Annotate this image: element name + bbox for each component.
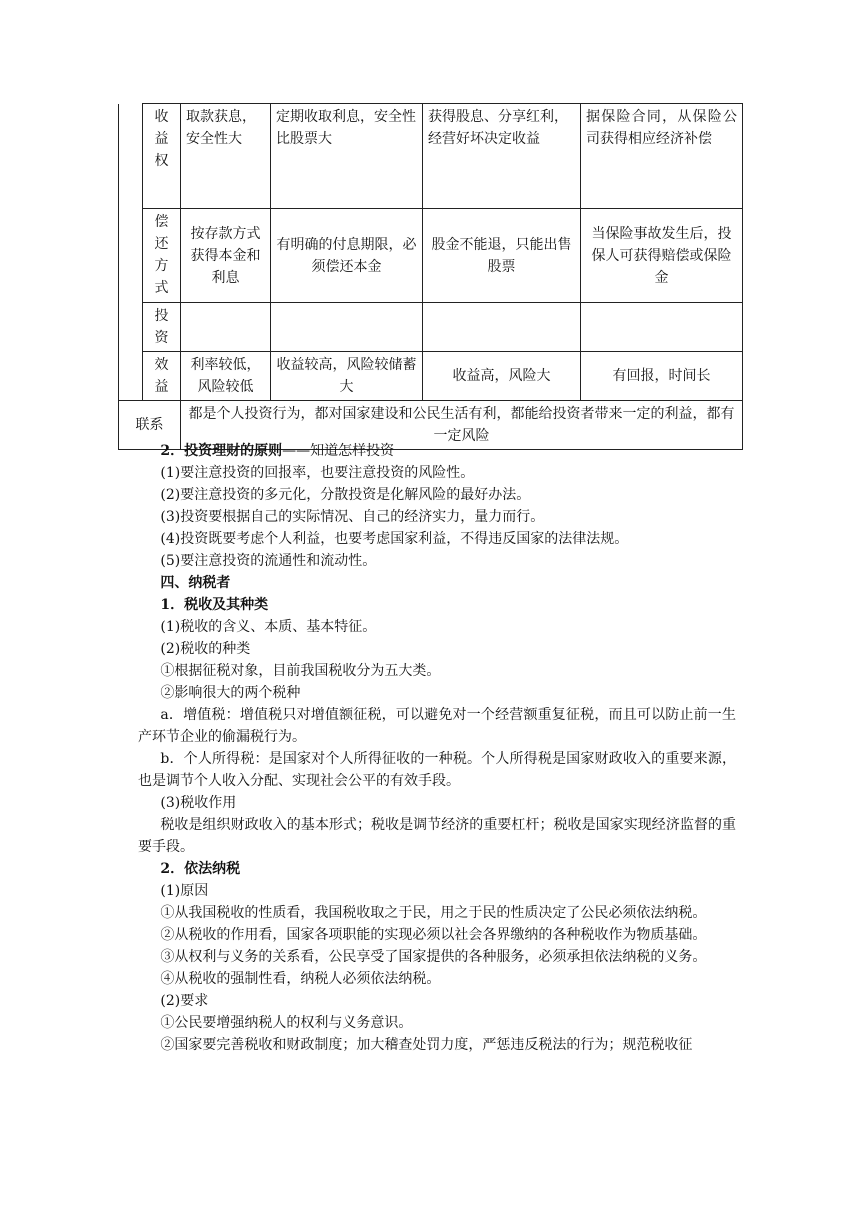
paragraph: (1)要注意投资的回报率，也要注意投资的风险性。 <box>160 465 475 481</box>
section-heading: 1．税收及其种类 <box>160 597 269 613</box>
paragraph: (3)投资要根据自己的实际情况、自己的经济实力，量力而行。 <box>160 509 545 525</box>
table-cell: 利率较低，风险较低 <box>181 352 271 401</box>
paragraph: ③从权利与义务的关系看，公民享受了国家提供的各种服务，必须承担依法纳税的义务。 <box>160 949 707 965</box>
section-heading: 四、纳税者 <box>160 575 231 591</box>
table-cell: 都是个人投资行为，都对国家建设和公民生活有利，都能给投资者带来一定的利益，都有一定风险 <box>181 401 743 450</box>
paragraph: (3)税收作用 <box>160 795 237 811</box>
row-label-benefit: 效益 <box>143 352 181 401</box>
paragraph: (2)税收的种类 <box>160 641 251 657</box>
row-label-invest: 投资 <box>143 303 181 352</box>
table-row-income <box>119 104 743 209</box>
table-row-invest-bottom <box>119 352 743 401</box>
paragraph: (5)要注意投资的流通性和流动性。 <box>160 553 377 569</box>
paragraph: 税收是组织财政收入的基本形式；税收是调节经济的重要杠杆；税收是国家实现经济监督的重要手段。 <box>138 817 736 855</box>
row-label-repay: 偿还方式 <box>143 209 181 303</box>
paragraph: a．增值税：增值税只对增值额征税，可以避免对一个经营额重复征税，而且可以防止前一生产环节企业的偷漏税行为。 <box>138 707 736 745</box>
document-body <box>138 440 736 1056</box>
table-cell: 有回报，时间长 <box>581 352 743 401</box>
table-stub-cell <box>119 352 143 401</box>
paragraph: ④从税收的强制性看，纳税人必须依法纳税。 <box>160 971 441 987</box>
paragraph: ②影响很大的两个税种 <box>160 685 301 701</box>
table-cell <box>181 303 271 352</box>
investment-comparison-table <box>118 103 743 450</box>
table-cell: 股金不能退，只能出售股票 <box>423 209 581 303</box>
table-cell <box>271 303 423 352</box>
paragraph: (2)要注意投资的多元化，分散投资是化解风险的最好办法。 <box>160 487 531 503</box>
section-heading: 2．投资理财的原则——知道怎样投资 <box>160 443 395 459</box>
table-row-invest-top <box>119 303 743 352</box>
paragraph: (2)要求 <box>160 993 209 1009</box>
paragraph: ②国家要完善税收和财政制度；加大稽查处罚力度，严惩违反税法的行为；规范税收征 <box>160 1037 693 1053</box>
table-cell <box>423 303 581 352</box>
table-cell: 据保险合同，从保险公司获得相应经济补偿 <box>581 104 743 209</box>
paragraph: (1)税收的含义、本质、基本特征。 <box>160 619 377 635</box>
table-stub-cell <box>119 104 143 209</box>
section-heading: 2．依法纳税 <box>160 861 241 877</box>
table-cell: 收益高，风险大 <box>423 352 581 401</box>
paragraph: (1)原因 <box>160 883 209 899</box>
table-stub-cell <box>119 303 143 352</box>
table-cell: 收益较高，风险较储蓄大 <box>271 352 423 401</box>
row-label-income: 收益权 <box>143 104 181 209</box>
table-cell: 定期收取利息，安全性比股票大 <box>271 104 423 209</box>
table-cell <box>581 303 743 352</box>
paragraph: ①根据征税对象，目前我国税收分为五大类。 <box>160 663 441 679</box>
paragraph: ①公民要增强纳税人的权利与义务意识。 <box>160 1015 413 1031</box>
table-row-repay <box>119 209 743 303</box>
table-cell: 获得股息、分享红利，经营好坏决定收益 <box>423 104 581 209</box>
row-label-link: 联系 <box>119 401 181 450</box>
paragraph: (4)投资既要考虑个人利益，也要考虑国家利益，不得违反国家的法律法规。 <box>160 531 629 547</box>
paragraph: ②从税收的作用看，国家各项职能的实现必须以社会各界缴纳的各种税收作为物质基础。 <box>160 927 707 943</box>
paragraph: b．个人所得税：是国家对个人所得征收的一种税。个人所得税是国家财政收入的重要来源，也是调节个人收入分配、实现社会公平的有效手段。 <box>138 751 736 789</box>
table-cell: 取款获息，安全性大 <box>181 104 271 209</box>
table-cell: 按存款方式获得本金和利息 <box>181 209 271 303</box>
table-stub-cell <box>119 209 143 303</box>
table-cell: 有明确的付息期限，必须偿还本金 <box>271 209 423 303</box>
paragraph: ①从我国税收的性质看，我国税收取之于民，用之于民的性质决定了公民必须依法纳税。 <box>160 905 707 921</box>
table-cell: 当保险事故发生后，投保人可获得赔偿或保险金 <box>581 209 743 303</box>
